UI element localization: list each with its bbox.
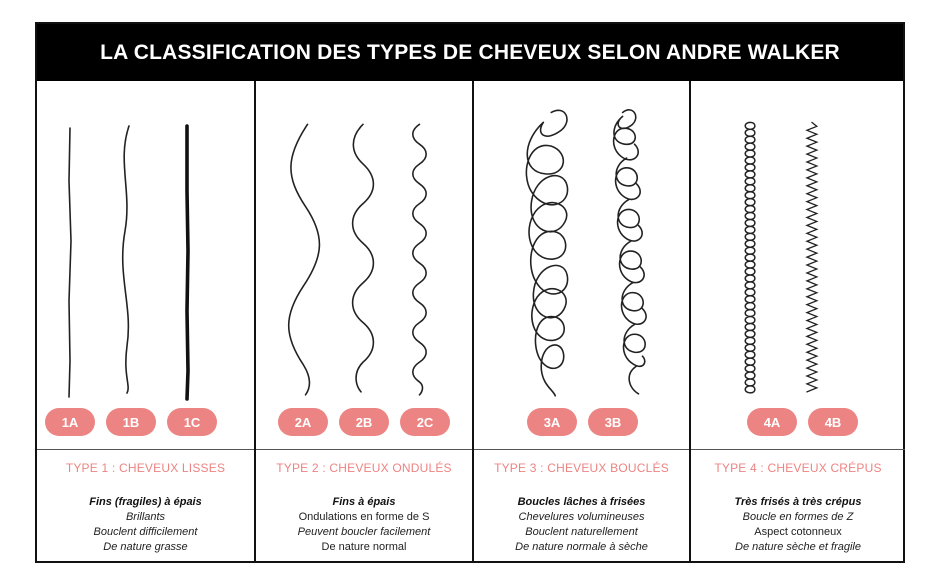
type-title: TYPE 1 : CHEVEUX LISSES	[65, 461, 226, 475]
strand-2c	[413, 124, 426, 394]
label-pill: 1B	[106, 408, 156, 436]
desc-line-bold: Fins à épais	[332, 496, 396, 508]
label-pill: 1C	[167, 408, 217, 436]
desc-line: Bouclent difficilement	[93, 526, 198, 538]
desc-line: Boucle en formes de Z	[742, 511, 854, 523]
desc-line: De nature normal	[321, 541, 407, 553]
strand-2a	[289, 124, 320, 394]
chart-title: LA CLASSIFICATION DES TYPES DE CHEVEUX SELON ANDRE WALKER	[37, 24, 903, 81]
desc-line: De nature normale à sèche	[515, 541, 648, 553]
hair-illustrations-type-3	[474, 81, 689, 457]
label-pill: 4A	[747, 408, 797, 436]
desc-line: Bouclent naturellement	[525, 526, 638, 538]
label-pill: 3A	[527, 408, 577, 436]
desc-line: Peuvent boucler facilement	[297, 526, 431, 538]
hair-illustrations-type-1	[37, 81, 254, 457]
desc-line-bold: Boucles lâches à frisées	[517, 496, 646, 508]
column-type-1	[37, 81, 254, 563]
type-title: TYPE 4 : CHEVEUX CRÉPUS	[714, 461, 882, 475]
desc-line: De nature sèche et fragile	[735, 541, 861, 553]
section-divider	[37, 449, 254, 450]
hair-illustrations-type-4	[691, 81, 905, 457]
desc-line-bold: Fins (fragiles) à épais	[89, 496, 202, 508]
label-pill: 1A	[45, 408, 95, 436]
hair-illustrations-type-2	[256, 81, 472, 457]
label-pill: 4B	[808, 408, 858, 436]
strand-3a	[526, 110, 567, 396]
section-divider	[474, 449, 689, 450]
column-type-2	[254, 81, 472, 563]
type-title: TYPE 2 : CHEVEUX ONDULÉS	[276, 461, 452, 475]
strand-2b	[353, 124, 374, 392]
label-pill: 2C	[400, 408, 450, 436]
type-title: TYPE 3 : CHEVEUX BOUCLÉS	[494, 461, 669, 475]
desc-line-bold: Très frisés à très crépus	[734, 496, 862, 508]
strand-4a	[745, 122, 755, 392]
strands-type-2	[256, 81, 472, 457]
strand-4b	[807, 122, 817, 391]
desc-line: Ondulations en forme de S	[298, 511, 430, 523]
desc-line: Chevelures volumineuses	[518, 511, 645, 523]
strand-1a	[69, 128, 71, 397]
strands-type-1	[37, 81, 254, 457]
section-divider	[691, 449, 905, 450]
type-description	[474, 495, 689, 555]
desc-line: Brillants	[125, 511, 166, 523]
type-description	[256, 495, 472, 555]
column-type-3	[472, 81, 689, 563]
strand-1b	[123, 126, 129, 393]
type-description	[37, 495, 254, 555]
label-pill: 3B	[588, 408, 638, 436]
desc-line: De nature grasse	[103, 541, 188, 553]
label-pill: 2B	[339, 408, 389, 436]
column-type-4	[689, 81, 905, 563]
strands-type-4	[691, 81, 905, 457]
classification-chart	[35, 22, 905, 563]
strands-type-3	[474, 81, 689, 457]
desc-line: Aspect cotonneux	[754, 526, 842, 538]
label-pill: 2A	[278, 408, 328, 436]
strand-1c	[187, 126, 188, 399]
strand-3b	[614, 110, 647, 394]
section-divider	[256, 449, 472, 450]
type-description	[691, 495, 905, 555]
